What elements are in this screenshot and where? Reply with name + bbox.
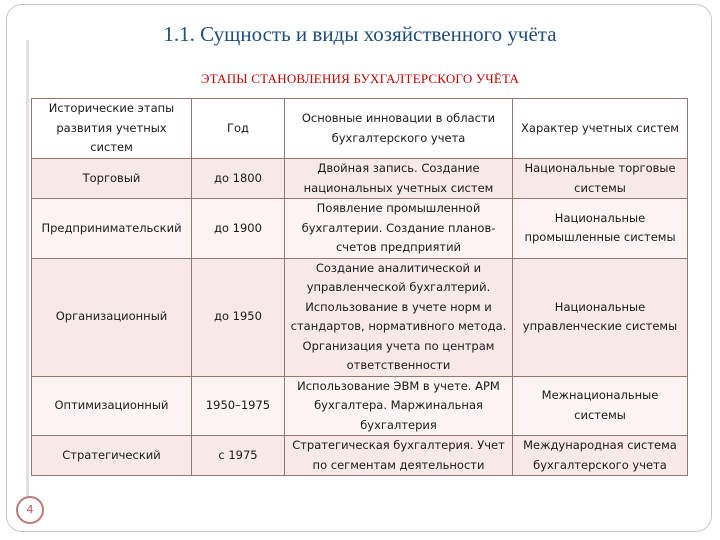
cell-stage: Оптимизационный [32,376,192,436]
table-row [32,258,688,376]
cell-character: Национальные промышленные системы [513,199,688,259]
table-header-row [32,99,688,159]
cell-year: до 1950 [192,258,285,376]
table-caption: ЭТАПЫ СТАНОВЛЕНИЯ БУХГАЛТЕРСКОГО УЧЁТА [200,71,520,86]
cell-character: Межнациональные системы [513,376,688,436]
header-year: Год [192,99,285,159]
header-stage: Исторические этапы развития учетных систем [32,99,192,159]
cell-innovation: Создание аналитической и управленческой бухгалтерий. Использование в учете норм и стандартов, нормативного метода. Организация учета по центрам ответственности [285,258,513,376]
cell-year: до 1800 [192,159,285,199]
cell-innovation: Двойная запись. Создание национальных учетных систем [285,159,513,199]
left-rail-decoration [26,40,29,500]
header-character: Характер учетных систем [513,99,688,159]
header-innovation: Основные инновации в области бухгалтерского учета [285,99,513,159]
table-row [32,376,688,436]
table-row [32,199,688,259]
cell-character: Международная система бухгалтерского учета [513,436,688,476]
cell-innovation: Использование ЭВМ в учете. АРМ бухгалтера. Маржинальная бухгалтерия [285,376,513,436]
cell-stage: Организационный [32,258,192,376]
cell-character: Национальные торговые системы [513,159,688,199]
cell-character: Национальные управленческие системы [513,258,688,376]
cell-stage: Торговый [32,159,192,199]
cell-innovation: Появление промышленной бухгалтерии. Создание планов-счетов предприятий [285,199,513,259]
cell-year: до 1900 [192,199,285,259]
page-number-badge: 4 [16,496,44,524]
cell-innovation: Стратегическая бухгалтерия. Учет по сегментам деятельности [285,436,513,476]
cell-year: 1950–1975 [192,376,285,436]
cell-stage: Предпринимательский [32,199,192,259]
stages-table [31,98,688,476]
table-row [32,159,688,199]
cell-year: с 1975 [192,436,285,476]
cell-stage: Стратегический [32,436,192,476]
table-row [32,436,688,476]
slide-title: 1.1. Сущность и виды хозяйственного учёта [163,22,557,46]
